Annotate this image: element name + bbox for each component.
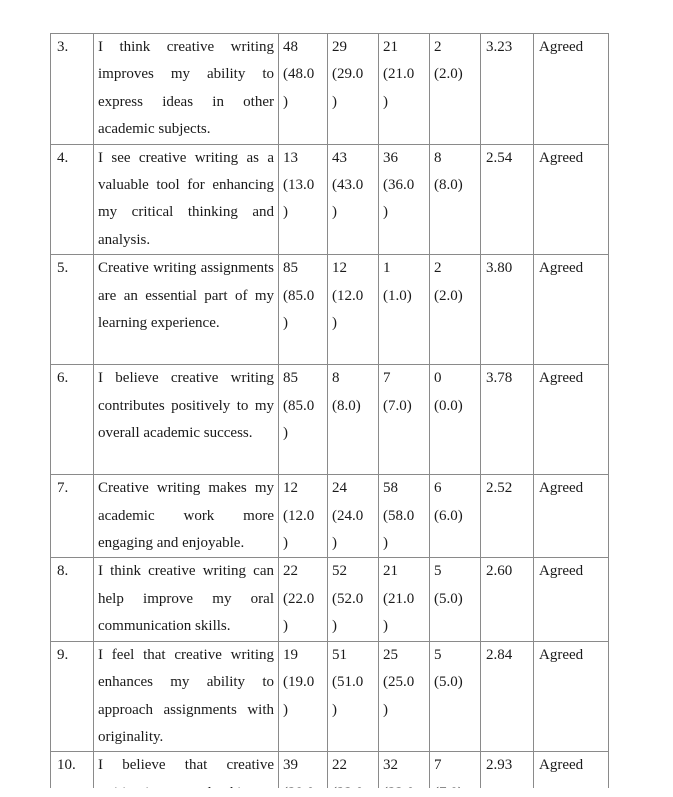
disagree-count: 1 (1.0) bbox=[379, 255, 430, 365]
remark: Agreed bbox=[534, 475, 609, 558]
strongly-agree-count: 12 (12.0 ) bbox=[279, 475, 328, 558]
item-number: 3. bbox=[51, 34, 94, 145]
remark: Agreed bbox=[534, 144, 609, 255]
agree-count: 22 bbox=[328, 752, 379, 797]
strongly-agree-count: 13 (13.0 ) bbox=[279, 144, 328, 255]
item-statement: I feel that creative writing enhances my ability to approach assignments with originality. bbox=[94, 641, 279, 752]
strongly-agree-count: 85 (85.0 ) bbox=[279, 365, 328, 475]
item-statement: I think creative writing improves my ability to express ideas in other academic subjects. bbox=[94, 34, 279, 145]
mean-score: 3.23 bbox=[481, 34, 534, 145]
disagree-count: 21 (21.0 ) bbox=[379, 34, 430, 145]
disagree-count: 32 bbox=[379, 752, 430, 797]
item-number: 8. bbox=[51, 558, 94, 641]
mean-score: 2.60 bbox=[481, 558, 534, 641]
strongly-disagree-count: 0 (0.0) bbox=[430, 365, 481, 475]
item-statement: I believe that creative bbox=[94, 752, 279, 797]
strongly-disagree-count: 8 (8.0) bbox=[430, 144, 481, 255]
table-row bbox=[51, 475, 609, 558]
strongly-disagree-count: 5 (5.0) bbox=[430, 558, 481, 641]
disagree-count: 58 (58.0 ) bbox=[379, 475, 430, 558]
disagree-count: 36 (36.0 ) bbox=[379, 144, 430, 255]
strongly-disagree-count: 5 (5.0) bbox=[430, 641, 481, 752]
item-statement: Creative writing makes my academic work more engaging and enjoyable. bbox=[94, 475, 279, 558]
agree-count: 43 (43.0 ) bbox=[328, 144, 379, 255]
mean-score: 3.78 bbox=[481, 365, 534, 475]
agree-count: 52 (52.0 ) bbox=[328, 558, 379, 641]
mean-score: 3.80 bbox=[481, 255, 534, 365]
strongly-agree-count: 19 (19.0 ) bbox=[279, 641, 328, 752]
strongly-disagree-count: 2 (2.0) bbox=[430, 34, 481, 145]
item-number: 6. bbox=[51, 365, 94, 475]
mean-score: 2.84 bbox=[481, 641, 534, 752]
strongly-agree-count: 85 (85.0 ) bbox=[279, 255, 328, 365]
strongly-agree-count: 39 bbox=[279, 752, 328, 797]
table-row bbox=[51, 34, 609, 145]
strongly-disagree-count: 7 bbox=[430, 752, 481, 797]
item-statement: I think creative writing can help improve my oral communication skills. bbox=[94, 558, 279, 641]
table-row bbox=[51, 558, 609, 641]
remark: Agreed bbox=[534, 558, 609, 641]
table-body bbox=[51, 34, 609, 797]
item-number: 10. bbox=[51, 752, 94, 797]
mean-score: 2.52 bbox=[481, 475, 534, 558]
item-statement: I believe creative writing contributes positively to my overall academic success. bbox=[94, 365, 279, 475]
agree-count: 29 (29.0 ) bbox=[328, 34, 379, 145]
table-row bbox=[51, 144, 609, 255]
mean-score: 2.54 bbox=[481, 144, 534, 255]
strongly-disagree-count: 6 (6.0) bbox=[430, 475, 481, 558]
item-number: 4. bbox=[51, 144, 94, 255]
mean-score: 2.93 bbox=[481, 752, 534, 797]
item-statement: Creative writing assignments are an essential part of my learning experience. bbox=[94, 255, 279, 365]
strongly-disagree-count: 2 (2.0) bbox=[430, 255, 481, 365]
table-row bbox=[51, 255, 609, 365]
item-number: 5. bbox=[51, 255, 94, 365]
remark: Agreed bbox=[534, 255, 609, 365]
item-statement: I see creative writing as a valuable tool for enhancing my critical thinking and analysis. bbox=[94, 144, 279, 255]
disagree-count: 7 (7.0) bbox=[379, 365, 430, 475]
strongly-agree-count: 22 (22.0 ) bbox=[279, 558, 328, 641]
remark: Agreed bbox=[534, 365, 609, 475]
agree-count: 24 (24.0 ) bbox=[328, 475, 379, 558]
table-row bbox=[51, 365, 609, 475]
disagree-count: 21 (21.0 ) bbox=[379, 558, 430, 641]
table-row bbox=[51, 641, 609, 752]
item-number: 7. bbox=[51, 475, 94, 558]
remark: Agreed bbox=[534, 641, 609, 752]
strongly-agree-count: 48 (48.0 ) bbox=[279, 34, 328, 145]
item-number: 9. bbox=[51, 641, 94, 752]
agree-count: 51 (51.0 ) bbox=[328, 641, 379, 752]
remark: Agreed bbox=[534, 34, 609, 145]
disagree-count: 25 (25.0 ) bbox=[379, 641, 430, 752]
page-crop-edge bbox=[0, 788, 673, 797]
survey-results-table bbox=[50, 33, 609, 797]
remark: Agreed bbox=[534, 752, 609, 797]
agree-count: 8 (8.0) bbox=[328, 365, 379, 475]
agree-count: 12 (12.0 ) bbox=[328, 255, 379, 365]
